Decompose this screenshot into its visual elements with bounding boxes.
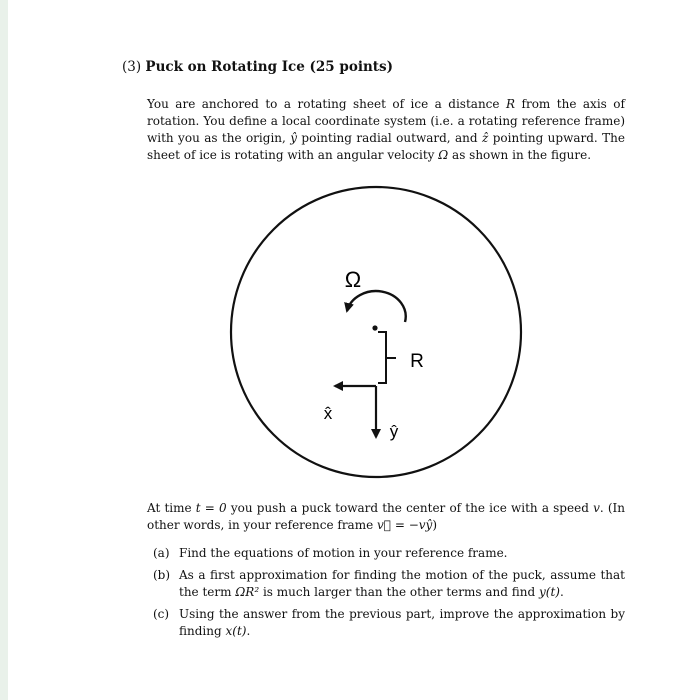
rotation-arrow [347, 291, 406, 322]
var-v: v [593, 501, 600, 515]
c-fn: x(t) [225, 624, 247, 638]
c-text-1: Using the answer from the previous part, improve the approximation by finding [179, 607, 625, 638]
stmt-text-3: . (In other words, in your reference frame [147, 501, 625, 532]
c-text-2: . [246, 624, 251, 638]
var-zhat: ẑ [481, 131, 489, 145]
intro-paragraph [147, 96, 625, 164]
b-term: ΩR² [235, 585, 260, 599]
subquestion-tag: (a) [153, 546, 170, 560]
b-text-3: . [559, 585, 564, 599]
rotation-axis-dot [372, 325, 377, 330]
rotating-ice-figure [228, 183, 528, 488]
problem-title: Puck on Rotating Ice (25 points) [145, 59, 394, 75]
subquestion-text: Find the equations of motion in your reference frame. [179, 546, 508, 560]
intro-text-3: pointing radial outward, and [301, 131, 478, 145]
R-label: R [410, 351, 424, 372]
b-text-2: is much larger than the other terms and find [262, 585, 536, 599]
subquestion-tag: (c) [153, 607, 170, 621]
stmt-text-2: you push a puck toward the center of the ice with a speed [230, 501, 589, 515]
subquestion-a [147, 545, 625, 562]
b-text-1: As a first approximation for finding the motion of the puck, assume that the term [179, 568, 625, 599]
initial-condition-paragraph [147, 500, 625, 534]
x-hat-label: x̂ [323, 404, 333, 423]
intro-text-2: from the axis of rotation. You define a local coordinate system (i.e. a rotating reference frame) with you as the origin, [147, 97, 625, 145]
subquestion-tag: (b) [153, 568, 171, 582]
subquestion-b [147, 567, 625, 601]
problem-heading [122, 59, 393, 75]
subquestion-text [179, 567, 625, 601]
var-yhat: ŷ [290, 131, 298, 145]
stmt-text-4: ) [432, 518, 437, 532]
subquestion-c [147, 606, 625, 640]
distance-bracket [378, 332, 396, 383]
page-edge-strip [0, 0, 8, 700]
var-R: R [505, 97, 516, 111]
eq-t0: t = 0 [195, 501, 227, 515]
omega-label: Ω [344, 267, 362, 292]
var-omega: Ω [438, 148, 449, 162]
b-fn: y(t) [539, 585, 560, 599]
intro-text-5: as shown in the figure. [452, 148, 592, 162]
y-hat-label: ŷ [389, 422, 399, 441]
subquestion-list [147, 545, 625, 645]
intro-text-4: pointing upward. The sheet of ice is rotating with an angular velocity [147, 131, 625, 162]
eq-velocity: v⃗ = −vŷ [377, 518, 433, 532]
subquestion-text [179, 606, 625, 640]
problem-number: (3) [122, 59, 142, 75]
stmt-text-1: At time [147, 501, 192, 515]
intro-text-1: You are anchored to a rotating sheet of ice a distance [147, 97, 500, 111]
